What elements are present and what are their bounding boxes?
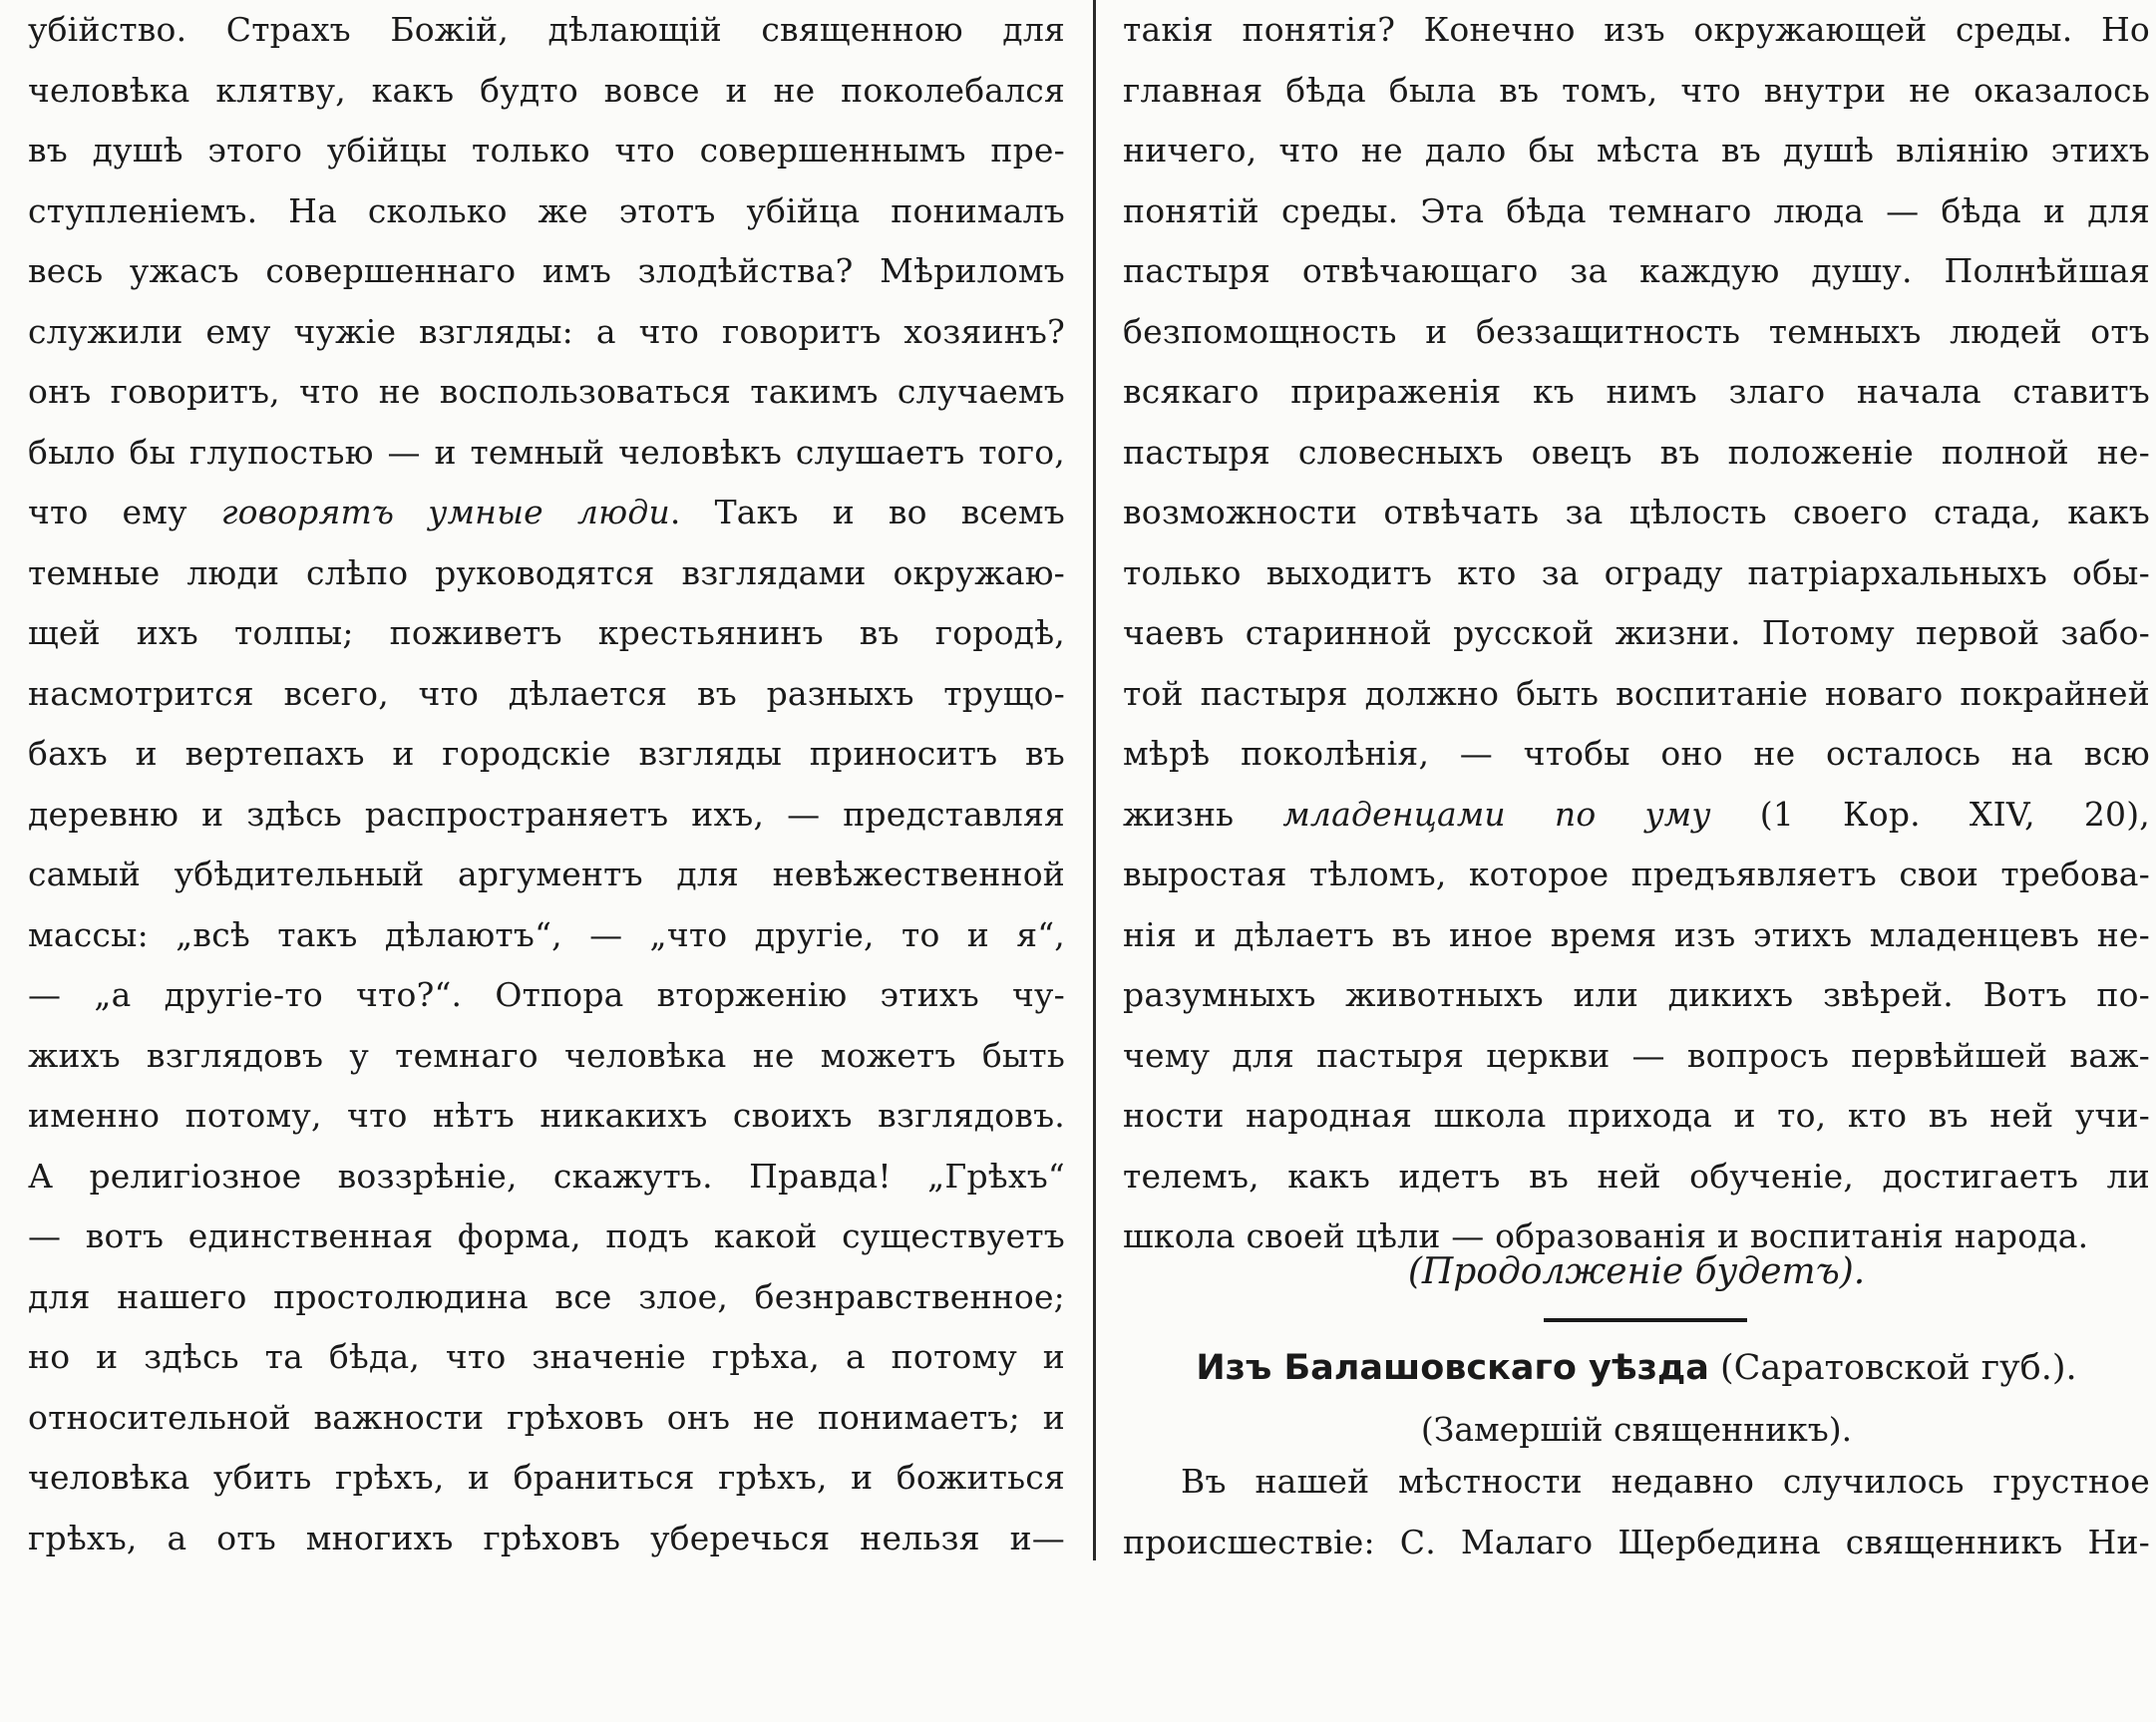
right-column — [1123, 0, 2150, 1267]
text-line: выростая тѣломъ, которое предъявляетъ свои требова- — [1123, 855, 2150, 893]
text-line: школа своей цѣли — образованія и воспитанія народа. — [1123, 1216, 2089, 1255]
text-line: безпомощность и беззащитность темныхъ людей отъ — [1123, 311, 2150, 351]
column-divider — [1093, 0, 1096, 1560]
text-line: служили ему чужіе взгляды: а что говоритъ хозяинъ? — [28, 311, 1065, 351]
text-fragment: что ему — [28, 493, 221, 531]
text-line: пастыря отвѣчающаго за каждую душу. Полнѣйшая — [1123, 251, 2150, 290]
section-heading-rest: (Саратовской губ.). — [1708, 1348, 2077, 1388]
text-line: человѣка клятву, какъ будто вовсе и не поколебался — [28, 70, 1065, 110]
text-line: разумныхъ животныхъ или дикихъ звѣрей. Вотъ по- — [1123, 975, 2150, 1014]
text-line: пастыря словесныхъ овецъ въ положеніе полной не- — [1123, 432, 2150, 472]
text-line: относительной важности грѣховъ онъ не понимаетъ; и — [28, 1397, 1065, 1437]
text-line: — „а другіе-то что?“. Отпора вторженію этихъ чу- — [28, 975, 1065, 1014]
text-line: деревню и здѣсь распространяетъ ихъ, — представляя — [28, 794, 1065, 834]
text-line: А религіозное воззрѣніе, скажутъ. Правда! „Грѣхъ“ — [28, 1156, 1065, 1196]
text-line: происшествіе: С. Малаго Щербедина священникъ Ни- — [1123, 1522, 2150, 1561]
text-line: жихъ взглядовъ у темнаго человѣка не можетъ быть — [28, 1035, 1065, 1075]
text-line: такія понятія? Конечно изъ окружающей среды. Но — [1123, 10, 2150, 49]
text-line: мѣрѣ поколѣнія, — чтобы оно не осталось на всю — [1123, 734, 2150, 773]
text-line: щей ихъ толпы; поживетъ крестьянинъ въ городѣ, — [28, 613, 1065, 652]
text-fragment: жизнь — [1123, 794, 1283, 834]
text-line: грѣхъ, а отъ многихъ грѣховъ уберечься нельзя и— — [28, 1518, 1065, 1557]
text-line: чему для пастыря церкви — вопросъ первѣйшей важ- — [1123, 1035, 2150, 1075]
text-line: ности народная школа прихода и то, кто въ ней учи- — [1123, 1096, 2150, 1135]
text-line: для нашего простолюдина все злое, безнравственное; — [28, 1276, 1065, 1316]
text-line: но и здѣсь та бѣда, что значеніе грѣха, а потому и — [28, 1337, 1065, 1376]
text-line: убійство. Страхъ Божій, дѣлающій священною для — [28, 10, 1065, 49]
text-line: Въ нашей мѣстности недавно случилось грустное — [1181, 1462, 2150, 1501]
text-line: массы: „всѣ такъ дѣлаютъ“, — „что другіе, то и я“, — [28, 914, 1065, 954]
continued-note: (Продолженіе будетъ). — [1407, 1251, 1866, 1292]
text-line: возможности отвѣчать за цѣлость своего стада, какъ — [1123, 493, 2150, 531]
section-heading — [1123, 1338, 2150, 1398]
text-line: чаевъ старинной русской жизни. Потому первой забо- — [1123, 613, 2150, 652]
text-line-with-italic — [1123, 785, 2150, 846]
text-line: всякаго прираженія къ нимъ злаго начала ставитъ — [1123, 372, 2150, 411]
text-line: ступленіемъ. На сколько же этотъ убійца понималъ — [28, 190, 1065, 230]
text-line: насмотрится всего, что дѣлается въ разныхъ трущо- — [28, 673, 1065, 713]
left-column — [28, 0, 1065, 1568]
section-heading-bold: Изъ Балашовскаго уѣзда — [1196, 1348, 1709, 1388]
section-subheading: (Замершій священникъ). — [1420, 1410, 1853, 1449]
text-line: весь ужасъ совершеннаго имъ злодѣйства? Мѣриломъ — [28, 251, 1065, 290]
text-line: понятій среды. Эта бѣда темнаго люда — бѣда и для — [1123, 190, 2150, 230]
text-line: ничего, что не дало бы мѣста въ душѣ вліянію этихъ — [1123, 131, 2150, 170]
text-line: самый убѣдительный аргументъ для невѣжественной — [28, 855, 1065, 893]
text-line: человѣка убить грѣхъ, и браниться грѣхъ, и божиться — [28, 1458, 1065, 1497]
italic-emphasis: младенцами по уму — [1282, 794, 1711, 834]
text-line: нія и дѣлаетъ въ иное время изъ этихъ младенцевъ не- — [1123, 914, 2150, 954]
text-line: главная бѣда была въ томъ, что внутри не оказалось — [1123, 70, 2150, 110]
text-line: телемъ, какъ идетъ въ ней обученіе, достигаетъ ли — [1123, 1156, 2150, 1196]
text-fragment: . Такъ и во всемъ — [669, 493, 1065, 531]
italic-emphasis: говорятъ умные люди — [220, 493, 670, 531]
text-line: въ душѣ этого убійцы только что совершеннымъ пре- — [28, 131, 1065, 170]
text-line: было бы глупостью — и темный человѣкъ слушаетъ того, — [28, 432, 1065, 472]
text-line-with-italic — [28, 483, 1065, 543]
text-line: онъ говоритъ, что не воспользоваться такимъ случаемъ — [28, 372, 1065, 411]
section-text — [1123, 1452, 2150, 1572]
text-line: — вотъ единственная форма, подъ какой существуетъ — [28, 1216, 1065, 1255]
text-line: именно потому, что нѣтъ никакихъ своихъ взглядовъ. — [28, 1096, 1065, 1135]
text-line: той пастыря должно быть воспитаніе новаго покрайней — [1123, 673, 2150, 713]
text-line: бахъ и вертепахъ и городскіе взгляды приноситъ въ — [28, 734, 1065, 773]
section-rule — [1544, 1318, 1747, 1322]
text-line: темные люди слѣпо руководятся взглядами окружаю- — [28, 552, 1065, 592]
text-fragment: (1 Кор. XIV, 20), — [1710, 794, 2150, 834]
text-line: только выходитъ кто за ограду патріархальныхъ обы- — [1123, 552, 2150, 592]
